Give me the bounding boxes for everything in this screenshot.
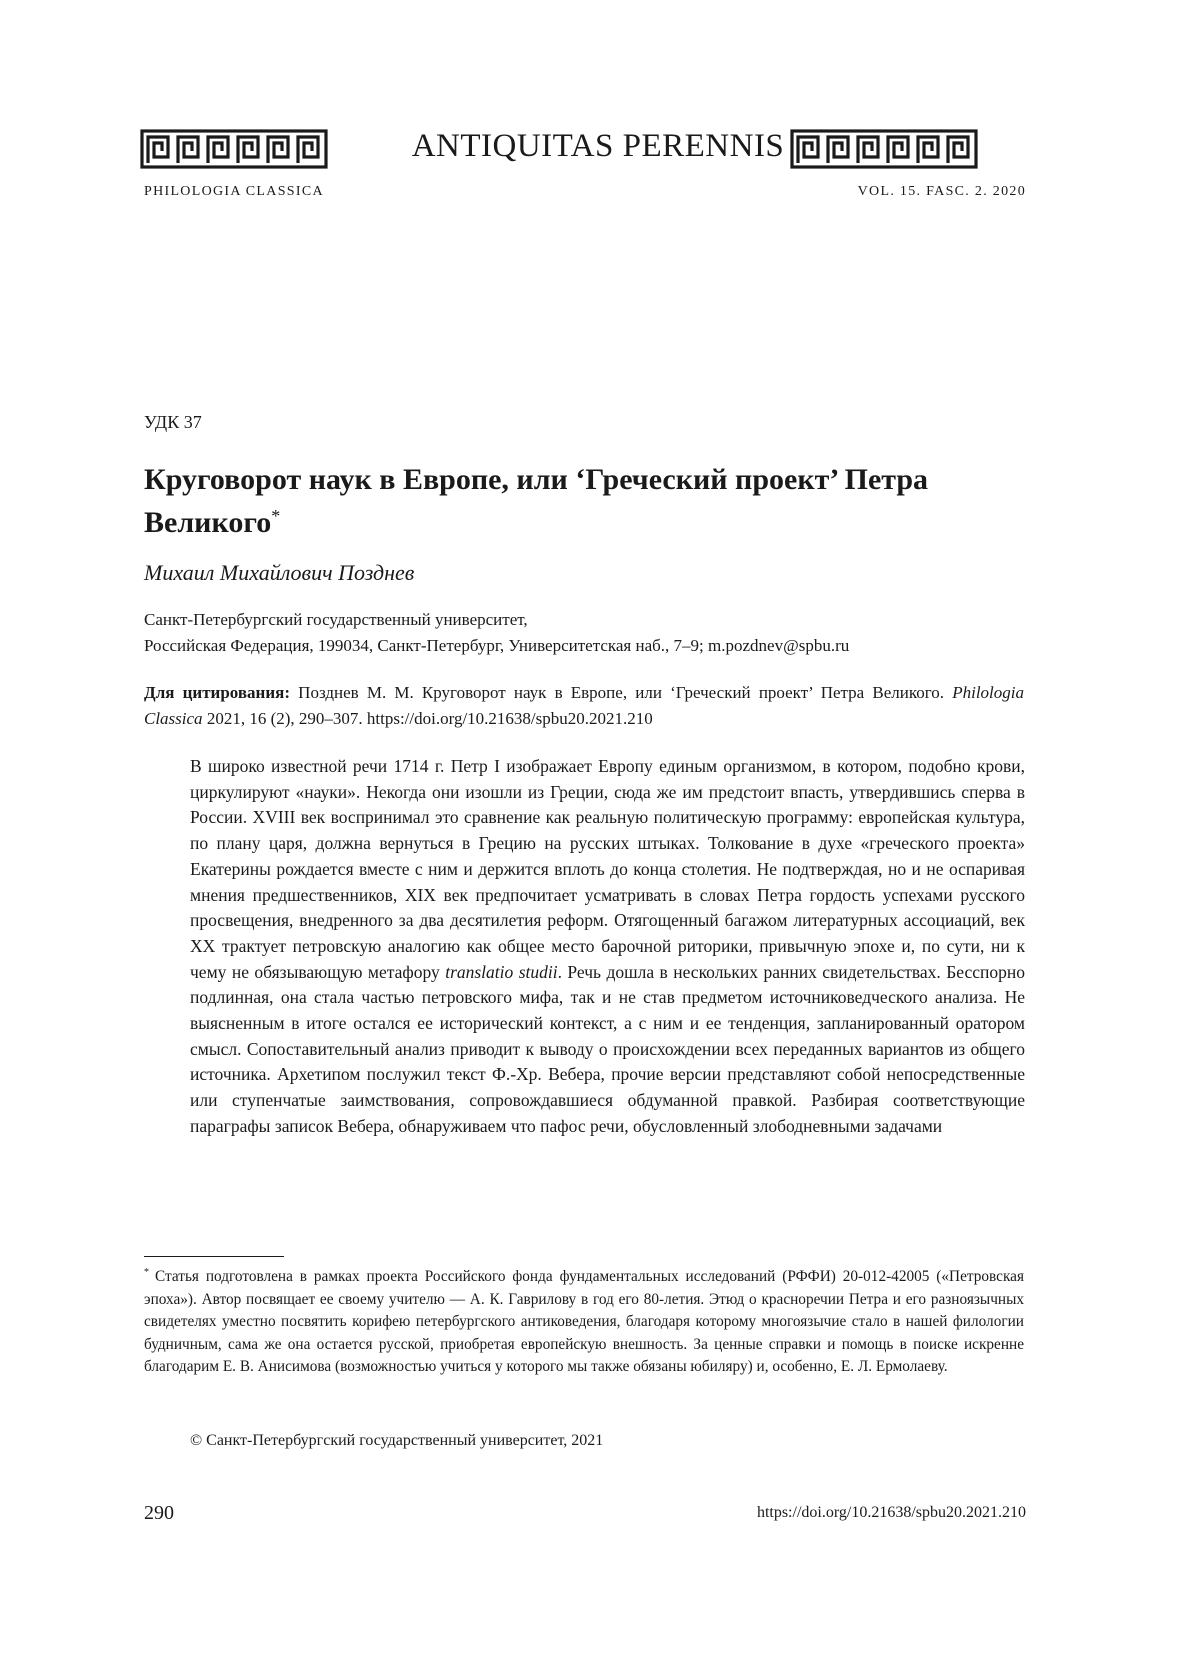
abstract-part-1: В широко известной речи 1714 г. Петр I изображает Европу единым организмом, в котором, подобно крови, циркулируют «науки». Некогда они изошли из Греции, сюда же им предстоит впасть, утвердившись сперва в России. XVIII век воспринимал это сравнение как реальную политическую программу: европейская культура, по плану царя, должна вернуться в Грецию на русских штыках. Толкование в духе «греческого проекта» Екатерины рождается вместе с ним и держится вплоть до конца столетия. Не подтверждая, но и не оспаривая мнения предшественников, XIX век предпочитает усматривать в словах Петра гордость успехами русского просвещения, внедренного за два десятилетия реформ. Отягощенный багажом литературных ассоциаций, век XX трактует петровскую аналогию как общее место барочной риторики, привычную эпохе и, по сути, ни к чему не обязывающую метафору xyxy=(190,756,1025,982)
abstract xyxy=(190,754,1025,1140)
udk-code: УДК 37 xyxy=(144,412,202,432)
article-title xyxy=(144,462,1044,541)
footnote-marker: * xyxy=(144,1267,149,1278)
author-name: Михаил Михайлович Позднев xyxy=(144,560,415,585)
abstract-part-2: . Речь дошла в нескольких ранних свидетельствах. Бесспорно подлинная, она стала частью петровского мифа, так и не став предметом источниковедческого анализа. Не выясненным в итоге остался ее исторический контекст, а с ним и ее тенденция, запланированный оратором смысл. Сопоставительный анализ приводит к выводу о происхождении всех переданных вариантов из общего источника. Архетипом послужил текст Ф.-Хр. Вебера, прочие версии представляют собой непосредственные или ступенчатые заимствования, сопровождавшиеся обдуманной правкой. Разбирая соответствующие параграфы записок Вебера, обнаруживаем что пафос речи, обусловленный злободневными задачами xyxy=(190,961,1025,1136)
title-footnote-marker: * xyxy=(271,506,281,526)
footnote-text: Статья подготовлена в рамках проекта Российского фонда фундаментальных исследований (РФФИ) 20-012-42005 («Петровская эпоха»). Автор посвящает ее своему учителю — А. К. Гаврилову в год его 80-летия. Этюд о красноречии Петра и его разноязычных свидетелях уместно посвятить корифею петербургского антиковедения, благодаря которому многоязычие стало в нашей филологии будничным, сама же она остается русской, приобретая европейскую внешность. За ценные справки и помощь в поиске искренне благодарим Е. В. Анисимова (возможностью учиться у которого мы также обязаны юбиляру) и, особенно, Е. Л. Ермолаеву. xyxy=(144,1268,1024,1375)
page-number: 290 xyxy=(144,1502,174,1524)
journal-title: ANTIQUITAS PERENNIS xyxy=(411,128,785,164)
affiliation xyxy=(144,607,1044,659)
citation-block xyxy=(144,680,1024,732)
article-title-text: Круговорот наук в Европе, или ‘Греческий проект’ Петра Великого xyxy=(144,463,929,539)
affiliation-line-2: Российская Федерация, 199034, Санкт-Петербург, Университетская наб., 7–9; m.pozdnev@spbu.ru xyxy=(144,636,850,655)
journal-series: PHILOLOGIA CLASSICA xyxy=(144,184,324,199)
footer-doi: https://doi.org/10.21638/spbu20.2021.210 xyxy=(756,1504,1026,1521)
greek-key-left-icon xyxy=(140,129,328,169)
copyright-line: © Санкт-Петербургский государственный университет, 2021 xyxy=(190,1432,604,1449)
abstract-italic-term: translatio studii xyxy=(445,961,558,982)
volume-info: VOL. 15. FASC. 2. 2020 xyxy=(857,184,1026,199)
affiliation-line-1: Санкт-Петербургский государственный университет, xyxy=(144,610,528,629)
footnote xyxy=(144,1262,1024,1379)
citation-label: Для цитирования: xyxy=(144,683,290,702)
citation-text-1: Позднев М. М. Круговорот наук в Европе, или ‘Греческий проект’ Петра Великого. xyxy=(290,683,953,702)
footnote-divider xyxy=(144,1256,284,1257)
citation-journal: Philologia Classica xyxy=(144,683,1024,728)
citation-text-2: 2021, 16 (2), 290–307. https://doi.org/10.21638/spbu20.2021.210 xyxy=(202,709,653,728)
